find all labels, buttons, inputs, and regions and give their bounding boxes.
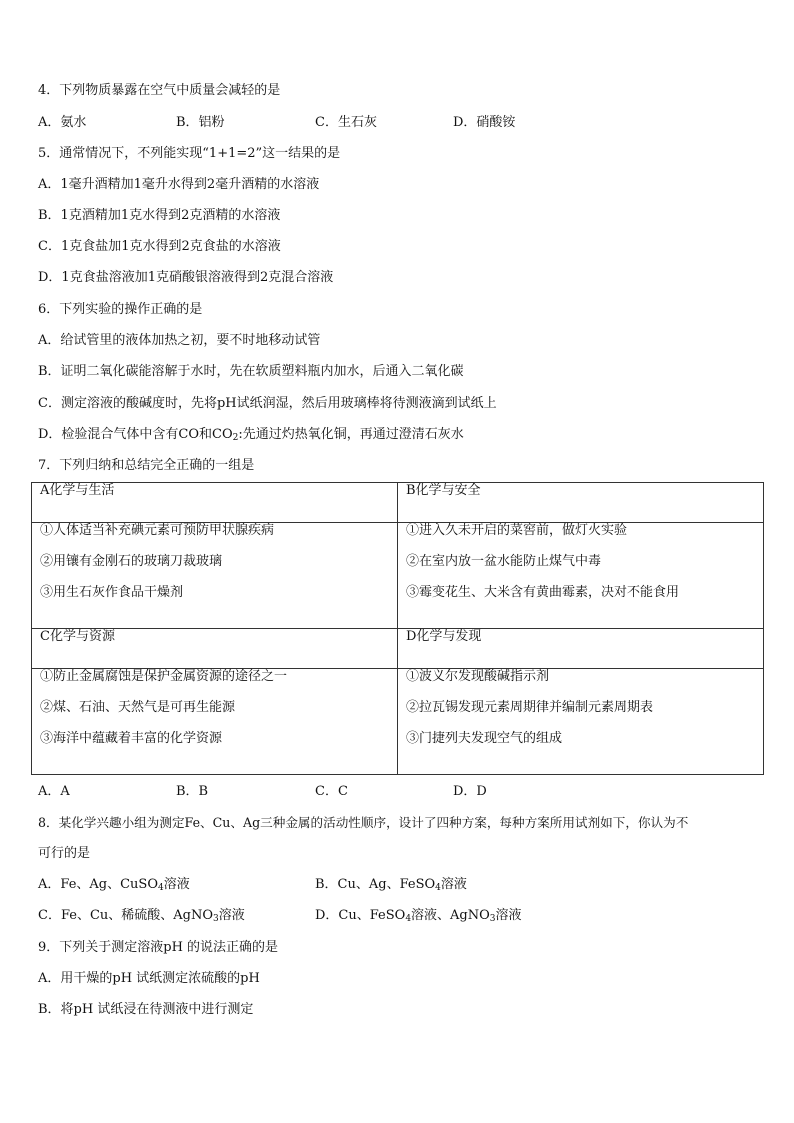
cell-a-items [32, 523, 398, 629]
cell-d-title: D化学与发现 [398, 629, 764, 669]
question-8-option-c: C．Fe、Cu、稀硫酸、AgNO$_3$溶液 [38, 908, 245, 924]
cell-d-item-2: ②拉瓦锡发现元素周期律并编制元素周期表 [406, 700, 654, 715]
question-6-option-b: B．证明二氧化碳能溶解于水时，先在软质塑料瓶内加水，后通入二氧化碳 [38, 364, 464, 379]
question-8-option-a: A．Fe、Ag、CuSO$_4$溶液 [38, 877, 190, 893]
question-9-stem: 9．下列关于测定溶液pH 的说法正确的是 [38, 940, 279, 955]
question-7-option-c: C．C [315, 784, 348, 799]
cell-a-title: A化学与生活 [32, 483, 398, 523]
question-8-stem-line-2: 可行的是 [38, 846, 91, 861]
question-4-option-b: B．铝粉 [176, 115, 225, 130]
question-8-option-d: D．Cu、FeSO$_4$溶液、AgNO$_3$溶液 [315, 908, 522, 924]
cell-b-title: B化学与安全 [398, 483, 764, 523]
cell-b-item-3: ③霉变花生、大米含有黄曲霉素，决对不能食用 [406, 585, 680, 600]
question-6-option-d: D．检验混合气体中含有CO和$CO_2$:先通过灼热氧化铜，再通过澄清石灰水 [38, 427, 464, 443]
cell-d-item-1: ①波义尔发现酸碱指示剂 [406, 669, 550, 684]
question-7-stem: 7．下列归纳和总结完全正确的一组是 [38, 458, 255, 473]
cell-d-item-3: ③门捷列夫发现空气的组成 [406, 731, 563, 746]
cell-a-item-1: ①人体适当补充碘元素可预防甲状腺疾病 [40, 523, 275, 538]
question-5-stem: 5．通常情况下，不列能实现“1+1=2”这一结果的是 [38, 146, 341, 161]
question-8-option-b: B．Cu、Ag、FeSO$_4$溶液 [315, 877, 467, 893]
question-4-option-a: A．氨水 [38, 115, 87, 130]
question-5-option-b: B．1克酒精加1克水得到2克酒精的水溶液 [38, 208, 281, 223]
cell-d-items [398, 669, 764, 775]
question-5-option-a: A．1毫升酒精加1毫升水得到2毫升酒精的水溶液 [38, 177, 320, 192]
question-7-option-a: A．A [38, 784, 70, 799]
cell-c-item-3: ③海洋中蕴藏着丰富的化学资源 [40, 731, 223, 746]
cell-a-item-2: ②用镶有金刚石的玻璃刀裁玻璃 [40, 554, 223, 569]
question-6-stem: 6．下列实验的操作正确的是 [38, 302, 203, 317]
question-5-option-d: D．1克食盐溶液加1克硝酸银溶液得到2克混合溶液 [38, 270, 334, 285]
question-8-stem-line-1: 8．某化学兴趣小组为测定Fe、Cu、Ag三种金属的活动性顺序，设计了四种方案，每种方案所用试剂如下，你认为不 [38, 815, 689, 830]
question-7-option-d: D．D [453, 784, 487, 799]
question-4-stem: 4．下列物质暴露在空气中质量会减轻的是 [38, 83, 281, 98]
cell-c-item-1: ①防止金属腐蚀是保护金属资源的途径之一 [40, 669, 288, 684]
cell-b-item-1: ①进入久未开启的菜窖前，做灯火实验 [406, 523, 628, 538]
question-5-option-c: C．1克食盐加1克水得到2克食盐的水溶液 [38, 239, 281, 254]
question-9-option-a: A．用干燥的pH 试纸测定浓硫酸的pH [38, 971, 260, 986]
question-6-option-a: A．给试管里的液体加热之初，要不时地移动试管 [38, 333, 321, 348]
question-6-option-c: C．测定溶液的酸碱度时，先将pH试纸润湿，然后用玻璃棒将待测液滴到试纸上 [38, 396, 497, 411]
cell-b-item-2: ②在室内放一盆水能防止煤气中毒 [406, 554, 602, 569]
cell-a-item-3: ③用生石灰作食品干燥剂 [40, 585, 184, 600]
question-4-option-d: D．硝酸铵 [453, 115, 516, 130]
question-7-option-b: B．B [176, 784, 209, 799]
cell-c-items [32, 669, 398, 775]
question-4-option-c: C．生石灰 [315, 115, 377, 130]
cell-c-item-2: ②煤、石油、天然气是可再生能源 [40, 700, 236, 715]
cell-c-title: C化学与资源 [32, 629, 398, 669]
question-7-table [31, 482, 764, 775]
cell-b-items [398, 523, 764, 629]
question-9-option-b: B．将pH 试纸浸在待测液中进行测定 [38, 1002, 254, 1017]
